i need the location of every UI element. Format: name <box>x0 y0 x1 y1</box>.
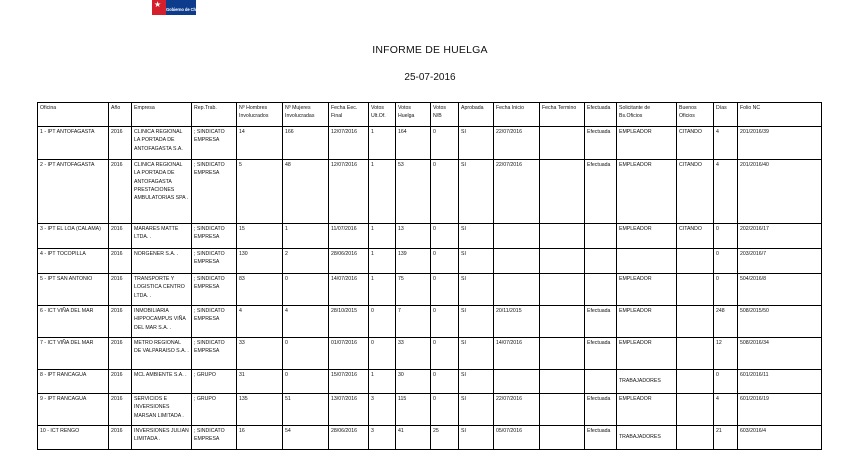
cell-solicitante: EMPLEADOR <box>617 394 677 426</box>
cell-votos-ult: 3 <box>369 426 396 450</box>
cell-hombres: 15 <box>237 224 283 249</box>
cell-mujeres: 4 <box>283 306 329 338</box>
cell-oficina: 1 - IPT ANTOFAGASTA <box>38 127 109 160</box>
cell-fecha-eec: 01/07/2016 <box>329 338 369 370</box>
cell-rep-trab: ; SINDICATO EMPRESA <box>192 338 237 370</box>
cell-efectuada <box>585 274 617 306</box>
report-title: INFORME DE HUELGA <box>372 44 488 56</box>
cell-ano: 2016 <box>109 249 132 274</box>
cell-votos-huelga: 7 <box>396 306 431 338</box>
cell-solicitante: EMPLEADOR <box>617 160 677 224</box>
cell-buenos-oficios <box>677 249 714 274</box>
cell-hombres: 16 <box>237 426 283 450</box>
cell-dias: 0 <box>714 249 738 274</box>
cell-oficina: 5 - IPT SAN ANTONIO <box>38 274 109 306</box>
cell-fecha-inicio: 22/07/2016 <box>494 394 540 426</box>
cell-mujeres: 0 <box>283 338 329 370</box>
table-header-row <box>38 103 822 127</box>
cell-rep-trab: ; SINDICATO EMPRESA <box>192 249 237 274</box>
cell-folio: 508/2016/34 <box>738 338 822 370</box>
cell-votos-huelga: 30 <box>396 370 431 394</box>
cell-ano: 2016 <box>109 306 132 338</box>
cell-folio: 201/2016/39 <box>738 127 822 160</box>
cell-votos-ult: 3 <box>369 394 396 426</box>
cell-votos-ult: 1 <box>369 224 396 249</box>
cell-votos-ult: 0 <box>369 338 396 370</box>
cell-rep-trab: ; SINDICATO EMPRESA <box>192 306 237 338</box>
cell-aprobada: SI <box>459 160 494 224</box>
table-row <box>38 394 822 426</box>
cell-mujeres: 2 <box>283 249 329 274</box>
cell-buenos-oficios <box>677 426 714 450</box>
table-row <box>38 370 822 394</box>
cell-fecha-inicio <box>494 249 540 274</box>
cell-buenos-oficios <box>677 274 714 306</box>
cell-hombres: 135 <box>237 394 283 426</box>
col-header-buenos-oficios: Buenos Oficios <box>677 103 714 127</box>
col-header-ano: Año <box>109 103 132 127</box>
cell-efectuada: Efectuada <box>585 127 617 160</box>
cell-dias: 0 <box>714 370 738 394</box>
cell-ano: 2016 <box>109 127 132 160</box>
cell-fecha-inicio: 14/07/2016 <box>494 338 540 370</box>
cell-fecha-inicio <box>494 370 540 394</box>
col-header-votos-huelga: Votos Huelga <box>396 103 431 127</box>
cell-fecha-inicio: 22/07/2016 <box>494 127 540 160</box>
col-header-mujeres: Nº Mujeres Involucradas <box>283 103 329 127</box>
cell-rep-trab: ; GRUPO <box>192 394 237 426</box>
cell-mujeres: 51 <box>283 394 329 426</box>
cell-hombres: 83 <box>237 274 283 306</box>
cell-votos-nb: 0 <box>431 249 459 274</box>
cell-fecha-inicio: 20/11/2015 <box>494 306 540 338</box>
cell-fecha-eec: 28/10/2015 <box>329 306 369 338</box>
cell-rep-trab: ; SINDICATO EMPRESA <box>192 127 237 160</box>
solicitante-text: TRABAJADORES <box>619 378 661 384</box>
col-header-dias: Días <box>714 103 738 127</box>
cell-fecha-inicio: 05/07/2016 <box>494 426 540 450</box>
cell-mujeres: 1 <box>283 224 329 249</box>
cell-hombres: 5 <box>237 160 283 224</box>
cell-fecha-eec: 15/07/2016 <box>329 370 369 394</box>
cell-fecha-eec: 12/07/2016 <box>329 127 369 160</box>
cell-votos-huelga: 139 <box>396 249 431 274</box>
cell-votos-ult: 1 <box>369 160 396 224</box>
cell-dias: 21 <box>714 426 738 450</box>
col-header-votos-nb: Votos N/B <box>431 103 459 127</box>
cell-buenos-oficios <box>677 306 714 338</box>
cell-empresa: SERVICIOS E INVERSIONES MARSAN LIMITADA . <box>132 394 192 426</box>
cell-votos-huelga: 75 <box>396 274 431 306</box>
cell-votos-nb: 0 <box>431 224 459 249</box>
col-header-rep-trab: Rep.Trab. <box>192 103 237 127</box>
cell-fecha-termino <box>540 160 585 224</box>
cell-empresa: MCL AMBIENTE S.A. . <box>132 370 192 394</box>
cell-oficina: 3 - IPT EL LOA (CALAMA) <box>38 224 109 249</box>
col-header-fecha-inicio: Fecha Inicio <box>494 103 540 127</box>
cell-fecha-termino <box>540 370 585 394</box>
cell-solicitante: EMPLEADOR <box>617 306 677 338</box>
table-row <box>38 338 822 370</box>
col-header-empresa: Empresa <box>132 103 192 127</box>
cell-folio: 201/2016/40 <box>738 160 822 224</box>
col-header-oficina: Oficina <box>38 103 109 127</box>
cell-empresa: INMOBILIARIA HIPPOCAMPUS VIÑA DEL MAR S.A. . <box>132 306 192 338</box>
cell-folio: 202/2016/17 <box>738 224 822 249</box>
cell-oficina: 10 - ICT RENGO <box>38 426 109 450</box>
cell-buenos-oficios <box>677 338 714 370</box>
table-row <box>38 306 822 338</box>
cell-fecha-eec: 13/07/2016 <box>329 394 369 426</box>
cell-fecha-termino <box>540 224 585 249</box>
star-icon: ★ <box>154 0 162 9</box>
cell-efectuada: Efectuada <box>585 426 617 450</box>
cell-empresa: NORGENER S.A. . <box>132 249 192 274</box>
cell-aprobada: SI <box>459 274 494 306</box>
cell-dias: 248 <box>714 306 738 338</box>
cell-votos-huelga: 53 <box>396 160 431 224</box>
cell-votos-nb: 0 <box>431 338 459 370</box>
cell-dias: 0 <box>714 224 738 249</box>
cell-empresa: MARARES MATTE LTDA. . <box>132 224 192 249</box>
cell-efectuada <box>585 370 617 394</box>
cell-rep-trab: ; SINDICATO EMPRESA <box>192 224 237 249</box>
cell-fecha-eec: 14/07/2016 <box>329 274 369 306</box>
col-header-solicitante: Solicitante de Bs.Oficios <box>617 103 677 127</box>
col-header-fecha-eec: Fecha Eec. Final <box>329 103 369 127</box>
logo-text: Gobierno de Chile <box>166 7 201 12</box>
cell-votos-huelga: 164 <box>396 127 431 160</box>
cell-votos-huelga: 13 <box>396 224 431 249</box>
solicitante-text: TRABAJADORES <box>619 434 661 440</box>
cell-votos-ult: 1 <box>369 249 396 274</box>
cell-fecha-termino <box>540 274 585 306</box>
cell-votos-nb: 0 <box>431 274 459 306</box>
cell-mujeres: 48 <box>283 160 329 224</box>
cell-votos-nb: 0 <box>431 160 459 224</box>
cell-aprobada: SI <box>459 370 494 394</box>
cell-oficina: 9 - IPT RANCAGUA <box>38 394 109 426</box>
cell-hombres: 130 <box>237 249 283 274</box>
cell-fecha-eec: 11/07/2016 <box>329 224 369 249</box>
cell-solicitante: EMPLEADOR <box>617 127 677 160</box>
cell-empresa: METRO REGIONAL DE VALPARAISO S.A. . <box>132 338 192 370</box>
cell-efectuada <box>585 224 617 249</box>
cell-ano: 2016 <box>109 160 132 224</box>
cell-solicitante: EMPLEADOR <box>617 274 677 306</box>
cell-dias: 4 <box>714 160 738 224</box>
cell-mujeres: 0 <box>283 370 329 394</box>
col-header-folio: Folio NC <box>738 103 822 127</box>
cell-votos-nb: 0 <box>431 127 459 160</box>
cell-oficina: 2 - IPT ANTOFAGASTA <box>38 160 109 224</box>
cell-solicitante <box>617 426 677 450</box>
cell-dias: 4 <box>714 127 738 160</box>
cell-ano: 2016 <box>109 370 132 394</box>
cell-votos-ult: 1 <box>369 127 396 160</box>
cell-buenos-oficios: CITANDO <box>677 127 714 160</box>
gobierno-de-chile-logo <box>152 0 201 15</box>
cell-solicitante <box>617 249 677 274</box>
cell-oficina: 7 - ICT VIÑA DEL MAR <box>38 338 109 370</box>
cell-folio: 508/2015/50 <box>738 306 822 338</box>
cell-rep-trab: ; GRUPO <box>192 370 237 394</box>
cell-aprobada: SI <box>459 394 494 426</box>
cell-votos-nb: 0 <box>431 370 459 394</box>
cell-rep-trab: ; SINDICATO EMPRESA <box>192 426 237 450</box>
cell-ano: 2016 <box>109 224 132 249</box>
cell-efectuada: Efectuada <box>585 338 617 370</box>
cell-efectuada: Efectuada <box>585 394 617 426</box>
cell-fecha-termino <box>540 127 585 160</box>
cell-folio: 601/2016/19 <box>738 394 822 426</box>
cell-buenos-oficios <box>677 394 714 426</box>
report-date: 25-07-2016 <box>404 72 456 83</box>
cell-aprobada: SI <box>459 306 494 338</box>
col-header-votos-ult: Votos Ult.Of. <box>369 103 396 127</box>
cell-solicitante <box>617 370 677 394</box>
cell-empresa: INVERSIONES JULIAN LIMITADA . <box>132 426 192 450</box>
cell-aprobada: SI <box>459 127 494 160</box>
cell-empresa: CLINICA REGIONAL LA PORTADA DE ANTOFAGASTA S.A. <box>132 127 192 160</box>
cell-empresa: TRANSPORTE Y LOGISTICA CENTRO LTDA. . <box>132 274 192 306</box>
cell-buenos-oficios: CITANDO <box>677 160 714 224</box>
cell-votos-nb: 25 <box>431 426 459 450</box>
cell-ano: 2016 <box>109 338 132 370</box>
cell-hombres: 33 <box>237 338 283 370</box>
cell-efectuada <box>585 249 617 274</box>
cell-aprobada: SI <box>459 249 494 274</box>
cell-votos-huelga: 41 <box>396 426 431 450</box>
cell-mujeres: 54 <box>283 426 329 450</box>
cell-rep-trab: ; SINDICATO EMPRESA <box>192 274 237 306</box>
cell-solicitante: EMPLEADOR <box>617 338 677 370</box>
table-row <box>38 249 822 274</box>
table-row <box>38 426 822 450</box>
col-header-efectuada: Efectuada <box>585 103 617 127</box>
cell-solicitante: EMPLEADOR <box>617 224 677 249</box>
cell-oficina: 4 - IPT TOCOPILLA <box>38 249 109 274</box>
cell-ano: 2016 <box>109 426 132 450</box>
cell-mujeres: 166 <box>283 127 329 160</box>
cell-aprobada: SI <box>459 224 494 249</box>
cell-fecha-eec: 12/07/2016 <box>329 160 369 224</box>
cell-folio: 504/2016/8 <box>738 274 822 306</box>
cell-folio: 601/2016/11 <box>738 370 822 394</box>
cell-votos-ult: 1 <box>369 274 396 306</box>
cell-ano: 2016 <box>109 274 132 306</box>
strike-report-table <box>37 102 822 450</box>
cell-buenos-oficios <box>677 370 714 394</box>
cell-empresa: CLINICA REGIONAL LA PORTADA DE ANTOFAGASTA PRESTACIONES AMBULATORIAS SPA . <box>132 160 192 224</box>
cell-fecha-termino <box>540 306 585 338</box>
col-header-aprobada: Aprobada <box>459 103 494 127</box>
cell-hombres: 4 <box>237 306 283 338</box>
cell-fecha-eec: 28/06/2016 <box>329 249 369 274</box>
cell-aprobada: SI <box>459 426 494 450</box>
cell-votos-ult: 0 <box>369 306 396 338</box>
cell-votos-ult: 1 <box>369 370 396 394</box>
cell-votos-nb: 0 <box>431 394 459 426</box>
cell-efectuada: Efectuada <box>585 160 617 224</box>
cell-dias: 0 <box>714 274 738 306</box>
cell-hombres: 31 <box>237 370 283 394</box>
cell-fecha-inicio <box>494 224 540 249</box>
cell-efectuada: Efectuada <box>585 306 617 338</box>
col-header-hombres: Nº Hombres Involucrados <box>237 103 283 127</box>
cell-fecha-termino <box>540 249 585 274</box>
cell-buenos-oficios: CITANDO <box>677 224 714 249</box>
cell-fecha-termino <box>540 394 585 426</box>
col-header-fecha-termino: Fecha Termino <box>540 103 585 127</box>
cell-fecha-eec: 28/06/2016 <box>329 426 369 450</box>
cell-ano: 2016 <box>109 394 132 426</box>
cell-rep-trab: ; SINDICATO EMPRESA <box>192 160 237 224</box>
cell-fecha-inicio: 22/07/2016 <box>494 160 540 224</box>
cell-votos-huelga: 33 <box>396 338 431 370</box>
cell-fecha-inicio <box>494 274 540 306</box>
cell-hombres: 14 <box>237 127 283 160</box>
cell-votos-huelga: 115 <box>396 394 431 426</box>
cell-folio: 203/2016/7 <box>738 249 822 274</box>
cell-fecha-termino <box>540 338 585 370</box>
cell-aprobada: SI <box>459 338 494 370</box>
table-row <box>38 160 822 224</box>
table-row <box>38 274 822 306</box>
cell-dias: 12 <box>714 338 738 370</box>
cell-mujeres: 0 <box>283 274 329 306</box>
cell-folio: 603/2016/4 <box>738 426 822 450</box>
table-row <box>38 224 822 249</box>
cell-oficina: 8 - IPT RANCAGUA <box>38 370 109 394</box>
cell-oficina: 6 - ICT VIÑA DEL MAR <box>38 306 109 338</box>
table-row <box>38 127 822 160</box>
cell-votos-nb: 0 <box>431 306 459 338</box>
cell-dias: 4 <box>714 394 738 426</box>
cell-fecha-termino <box>540 426 585 450</box>
